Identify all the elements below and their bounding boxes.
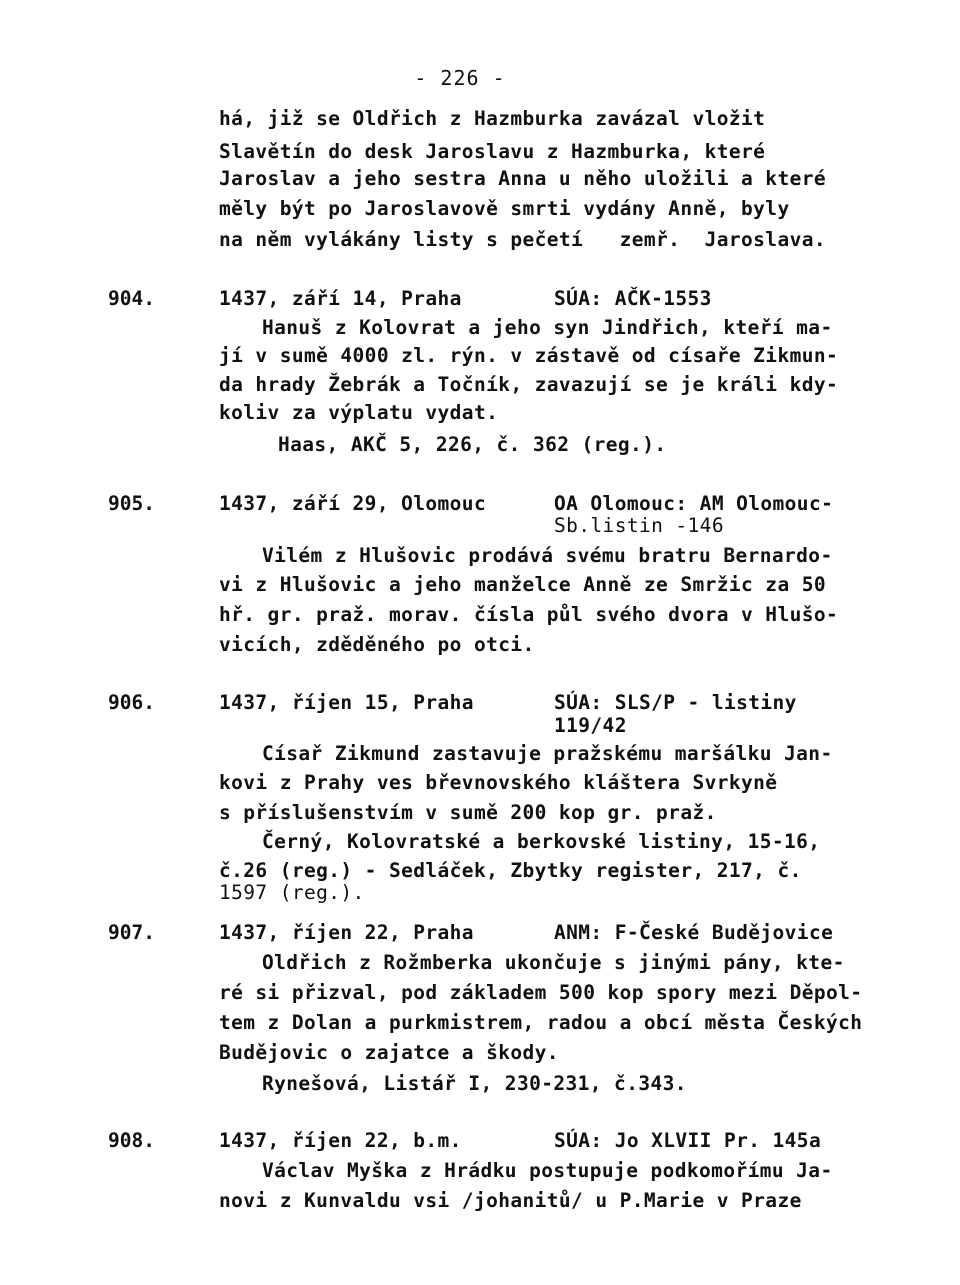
entry-text-line: s příslušenstvím v sumě 200 kop gr. praž. bbox=[219, 801, 717, 824]
entry-text-line: da hrady Žebrák a Točník, zavazují se je králi kdy- bbox=[219, 373, 839, 396]
intro-line: na něm vylákány listy s pečetí zemř. Jaroslava. bbox=[219, 228, 826, 251]
entry-archive-ref: ANM: F-České Budějovice bbox=[554, 921, 834, 944]
entry-text-line: hř. gr. praž. morav. čísla půl svého dvora v Hlušo- bbox=[219, 603, 839, 626]
entry-date-place: 1437, říjen 15, Praha bbox=[219, 691, 474, 714]
entry-archive-ref-cont: Sb.listin -146 bbox=[554, 514, 724, 537]
intro-line: Jaroslav a jeho sestra Anna u něho uložili a které bbox=[219, 167, 826, 190]
entry-text-line: Budějovic o zajatce a škody. bbox=[219, 1041, 559, 1064]
entry-number: 905. bbox=[108, 492, 155, 515]
entry-text-line: Hanuš z Kolovrat a jeho syn Jindřich, kteří ma- bbox=[262, 316, 833, 339]
entry-text-line: Císař Zikmund zastavuje pražskému maršálku Jan- bbox=[262, 742, 833, 765]
entry-date-place: 1437, říjen 22, b.m. bbox=[219, 1129, 462, 1152]
entry-text-line: ré si přizval, pod základem 500 kop spory mezi Děpol- bbox=[219, 981, 863, 1004]
intro-line: Slavětín do desk Jaroslavu z Hazmburka, které bbox=[219, 140, 766, 163]
entry-citation: Rynešová, Listář I, 230-231, č.343. bbox=[262, 1072, 687, 1095]
entry-text-line: vicích, zděděného po otci. bbox=[219, 633, 535, 656]
entry-archive-ref-cont: 119/42 bbox=[554, 714, 627, 737]
entry-text-line: Vilém z Hlušovic prodává svému bratru Bernardo- bbox=[262, 544, 833, 567]
entry-archive-ref: SÚA: AČK-1553 bbox=[554, 287, 712, 310]
entry-date-place: 1437, září 14, Praha bbox=[219, 287, 462, 310]
entry-text-line: tem z Dolan a purkmistrem, radou a obcí města Českých bbox=[219, 1011, 863, 1034]
entry-text-line: vi z Hlušovic a jeho manželce Anně ze Smržic za 50 bbox=[219, 573, 826, 596]
entry-citation: Haas, AKČ 5, 226, č. 362 (reg.). bbox=[278, 433, 667, 456]
entry-number: 908. bbox=[108, 1129, 155, 1152]
entry-text-line: Václav Myška z Hrádku postupuje podkomořímu Ja- bbox=[262, 1159, 833, 1182]
entry-number: 906. bbox=[108, 691, 155, 714]
page-number: - 226 - bbox=[414, 66, 506, 90]
entry-archive-ref: OA Olomouc: AM Olomouc- bbox=[554, 492, 834, 515]
intro-line: měly být po Jaroslavově smrti vydány Anně, byly bbox=[219, 197, 790, 220]
intro-line: há, již se Oldřich z Hazmburka zavázal vložit bbox=[219, 107, 766, 130]
entry-text-line: Oldřich z Rožmberka ukončuje s jinými pány, kte- bbox=[262, 951, 845, 974]
entry-text-line: koliv za výplatu vydat. bbox=[219, 401, 499, 424]
entry-text-line: jí v sumě 4000 zl. rýn. v zástavě od císaře Zikmun- bbox=[219, 344, 839, 367]
entry-number: 904. bbox=[108, 287, 155, 310]
entry-text-line: novi z Kunvaldu vsi /johanitů/ u P.Marie v Praze bbox=[219, 1189, 802, 1212]
entry-text-line: kovi z Prahy ves břevnovského kláštera Svrkyně bbox=[219, 771, 778, 794]
entry-citation: č.26 (reg.) - Sedláček, Zbytky register, 217, č. bbox=[219, 859, 802, 882]
entry-citation: Černý, Kolovratské a berkovské listiny, 15-16, bbox=[262, 830, 821, 853]
entry-archive-ref: SÚA: Jo XLVII Pr. 145a bbox=[554, 1129, 822, 1152]
entry-date-place: 1437, říjen 22, Praha bbox=[219, 921, 474, 944]
entry-archive-ref: SÚA: SLS/P - listiny bbox=[554, 691, 797, 714]
entry-date-place: 1437, září 29, Olomouc bbox=[219, 492, 487, 515]
entry-citation: 1597 (reg.). bbox=[219, 881, 365, 904]
entry-number: 907. bbox=[108, 921, 155, 944]
